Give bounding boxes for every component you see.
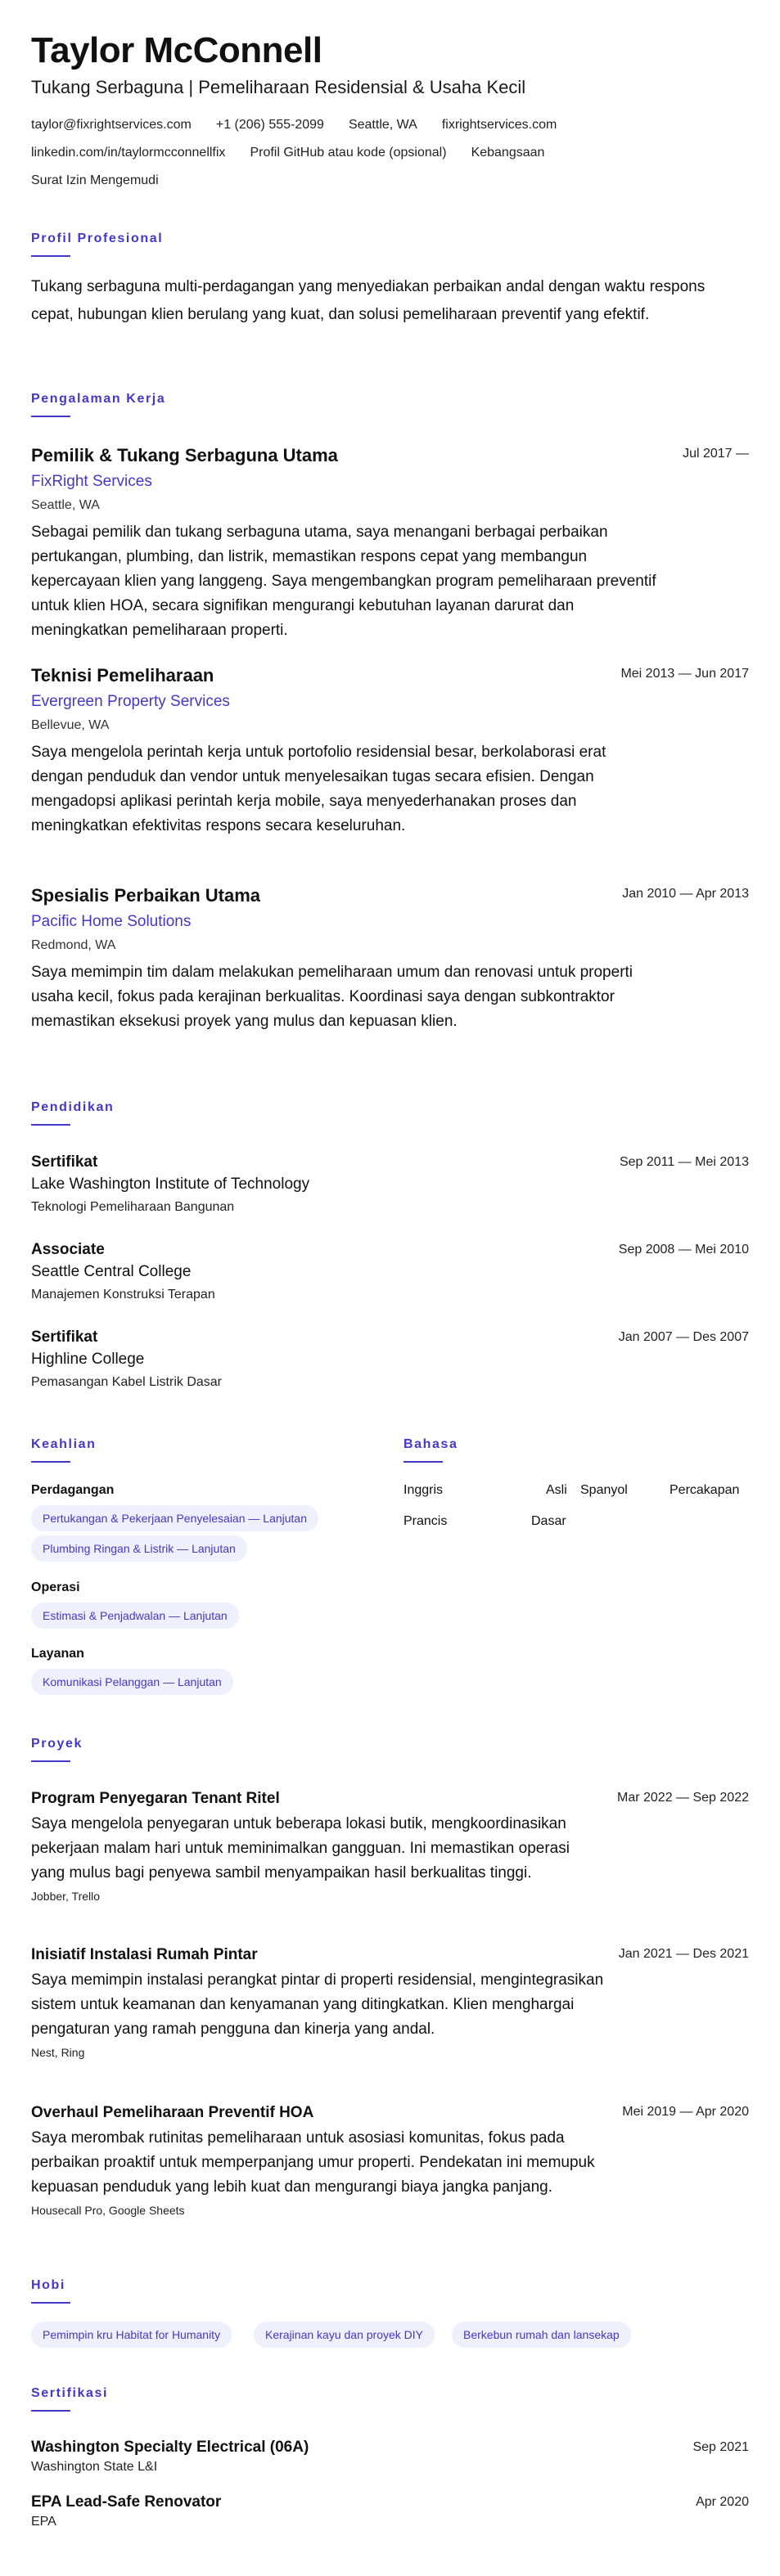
project-item [31, 1944, 749, 2061]
cert-issuer: EPA [31, 2515, 56, 2529]
edu-field: Manajemen Konstruksi Terapan [31, 1288, 215, 1301]
job-description: Saya mengelola perintah kerja untuk portofolio residensial besar, berkolaborasi erat dengan penduduk dan vendor untuk menyelesaikan tugas secara efisien. Dengan mengadopsi aplikasi perintah kerja mobile, saya menyederhanakan proses dan meningkatkan efektivitas respons secara keseluruhan. [31, 744, 606, 834]
contact-row-1 [31, 116, 557, 134]
job-title: Pemilik & Tukang Serbaguna Utama [31, 445, 338, 465]
cert-date: Apr 2020 [696, 2495, 749, 2509]
job-company: Evergreen Property Services [31, 693, 230, 710]
skill-chip: Estimasi & Penjadwalan — Lanjutan [31, 1603, 239, 1629]
headline: Tukang Serbaguna | Pemeliharaan Residensial & Usaha Kecil [31, 77, 526, 97]
language-level: Dasar [531, 1514, 566, 1528]
job-title: Spesialis Perbaikan Utama [31, 885, 261, 906]
edu-school: Lake Washington Institute of Technology [31, 1176, 310, 1193]
project-title: Overhaul Pemeliharaan Preventif HOA [31, 2104, 314, 2121]
skill-chip: Pertukangan & Pekerjaan Penyelesaian — Lanjutan [31, 1505, 318, 1531]
cert-name: Washington Specialty Electrical (06A) [31, 2439, 309, 2456]
language-level: Asli [546, 1483, 567, 1497]
certification-item [31, 2437, 749, 2476]
education-item [31, 1239, 749, 1305]
section-title-summary: Profil Profesional [31, 232, 164, 245]
section-title-skills: Keahlian [31, 1437, 97, 1451]
skill-chip: Komunikasi Pelanggan — Lanjutan [31, 1669, 233, 1695]
edu-degree: Sertifikat [31, 1328, 98, 1346]
project-title: Inisiatif Instalasi Rumah Pintar [31, 1946, 258, 1963]
contact-row-3 [31, 172, 159, 190]
section-title-hobbies: Hobi [31, 2278, 65, 2292]
edu-school: Seattle Central College [31, 1263, 192, 1280]
github-link[interactable]: Profil GitHub atau kode (opsional) [250, 146, 447, 160]
section-title-experience: Pengalaman Kerja [31, 392, 166, 406]
edu-field: Pemasangan Kabel Listrik Dasar [31, 1375, 223, 1389]
job-description: Sebagai pemilik dan tukang serbaguna utama, saya menangani berbagai perbaikan pertukangan, plumbing, dan listrik, memastikan respons cepat yang membangun kepercayaan klien yang langgeng. Saya mengembangkan program pemeliharaan preventif untuk klien HOA, secara signifikan mengurangi kebutuhan layanan darurat dan meningkatkan pemeliharaan properti. [31, 524, 656, 639]
job-title: Teknisi Pemeliharaan [31, 665, 214, 686]
language-name: Spanyol [580, 1483, 628, 1497]
project-tech: Nest, Ring [31, 2046, 85, 2059]
job-location: Bellevue, WA [31, 718, 110, 732]
cert-name: EPA Lead-Safe Renovator [31, 2493, 222, 2511]
skill-category: Perdagangan [31, 1483, 115, 1497]
hobby-chip: Berkebun rumah dan lansekap [452, 2322, 631, 2348]
project-date: Jan 2021 — Des 2021 [618, 1947, 749, 1961]
contact-row-2 [31, 144, 544, 162]
job-item [31, 443, 749, 643]
job-company: FixRight Services [31, 473, 152, 490]
job-location: Redmond, WA [31, 938, 116, 952]
job-date: Jan 2010 — Apr 2013 [622, 887, 749, 901]
job-description: Saya memimpin tim dalam melakukan pemeliharaan umum dan renovasi untuk properti usaha kecil, fokus pada kerajinan berkualitas. Koordinasi saya dengan subkontraktor memastikan eksekusi proyek yang mulus dan kepuasan klien. [31, 964, 633, 1030]
edu-date: Sep 2011 — Mei 2013 [619, 1155, 749, 1169]
section-title-education: Pendidikan [31, 1100, 115, 1114]
skill-category: Layanan [31, 1647, 84, 1661]
certification-item [31, 2492, 749, 2531]
edu-field: Teknologi Pemeliharaan Bangunan [31, 1200, 235, 1214]
edu-date: Sep 2008 — Mei 2010 [618, 1243, 749, 1257]
project-item [31, 2102, 749, 2219]
edu-degree: Sertifikat [31, 1153, 98, 1171]
project-item [31, 1787, 749, 1905]
cert-issuer: Washington State L&I [31, 2460, 158, 2474]
edu-school: Highline College [31, 1351, 145, 1368]
edu-date: Jan 2007 — Des 2007 [618, 1330, 749, 1344]
cert-date: Sep 2021 [692, 2440, 749, 2454]
section-title-certifications: Sertifikasi [31, 2386, 109, 2400]
project-date: Mei 2019 — Apr 2020 [622, 2105, 749, 2119]
section-title-projects: Proyek [31, 1737, 83, 1751]
project-tech: Jobber, Trello [31, 1890, 101, 1903]
email-link[interactable]: taylor@fixrightservices.com [31, 118, 192, 132]
language-level: Percakapan [670, 1483, 740, 1497]
skill-category: Operasi [31, 1580, 80, 1594]
project-tech: Housecall Pro, Google Sheets [31, 2204, 185, 2217]
job-company: Pacific Home Solutions [31, 913, 192, 930]
nationality-text: Kebangsaan [471, 146, 545, 160]
candidate-name: Taylor McConnell [31, 30, 322, 70]
edu-degree: Associate [31, 1241, 105, 1258]
drivers-license-text: Surat Izin Mengemudi [31, 173, 159, 187]
job-date: Jul 2017 — [683, 447, 749, 461]
job-location: Seattle, WA [31, 498, 100, 512]
hobby-chip: Pemimpin kru Habitat for Humanity [31, 2322, 232, 2348]
language-name: Prancis [404, 1514, 448, 1528]
hobby-chip: Kerajinan kayu dan proyek DIY [254, 2322, 435, 2348]
section-title-languages: Bahasa [404, 1437, 458, 1451]
project-title: Program Penyegaran Tenant Ritel [31, 1790, 280, 1807]
language-name: Inggris [404, 1483, 444, 1497]
education-item [31, 1152, 749, 1217]
job-item [31, 883, 749, 1034]
skill-chip: Plumbing Ringan & Listrik — Lanjutan [31, 1535, 247, 1562]
job-item [31, 663, 749, 838]
job-date: Mei 2013 — Jun 2017 [620, 667, 749, 681]
education-item [31, 1327, 749, 1392]
phone-text: +1 (206) 555-2099 [215, 118, 324, 132]
website-link[interactable]: fixrightservices.com [441, 118, 557, 132]
summary-text: Tukang serbaguna multi-perdagangan yang menyediakan perbaikan andal dengan waktu respons cepat, hubungan klien berulang yang kuat, dan solusi pemeliharaan preventif yang efektif. [31, 278, 706, 323]
project-description: Saya memimpin instalasi perangkat pintar di properti residensial, mengintegrasikan sistem untuk keamanan dan kenyamanan yang ditingkatkan. Klien menghargai pengaturan yang ramah pengguna dan kinerja yang andal. [31, 1971, 604, 2038]
location-text: Seattle, WA [348, 118, 417, 132]
linkedin-link[interactable]: linkedin.com/in/taylormcconnellfix [31, 146, 226, 160]
project-description: Saya mengelola penyegaran untuk beberapa lokasi butik, mengkoordinasikan pekerjaan malam hari untuk meminimalkan gangguan. Ini memastikan operasi yang mulus bagi penyewa sambil menyampaikan hasil berkualitas tinggi. [31, 1815, 570, 1881]
project-description: Saya merombak rutinitas pemeliharaan untuk asosiasi komunitas, fokus pada perbaikan proaktif untuk memperpanjang umur properti. Pendekatan ini memupuk kepuasan penduduk yang lebih kuat dan mengurangi biaya jangka panjang. [31, 2129, 595, 2196]
project-date: Mar 2022 — Sep 2022 [617, 1791, 749, 1805]
